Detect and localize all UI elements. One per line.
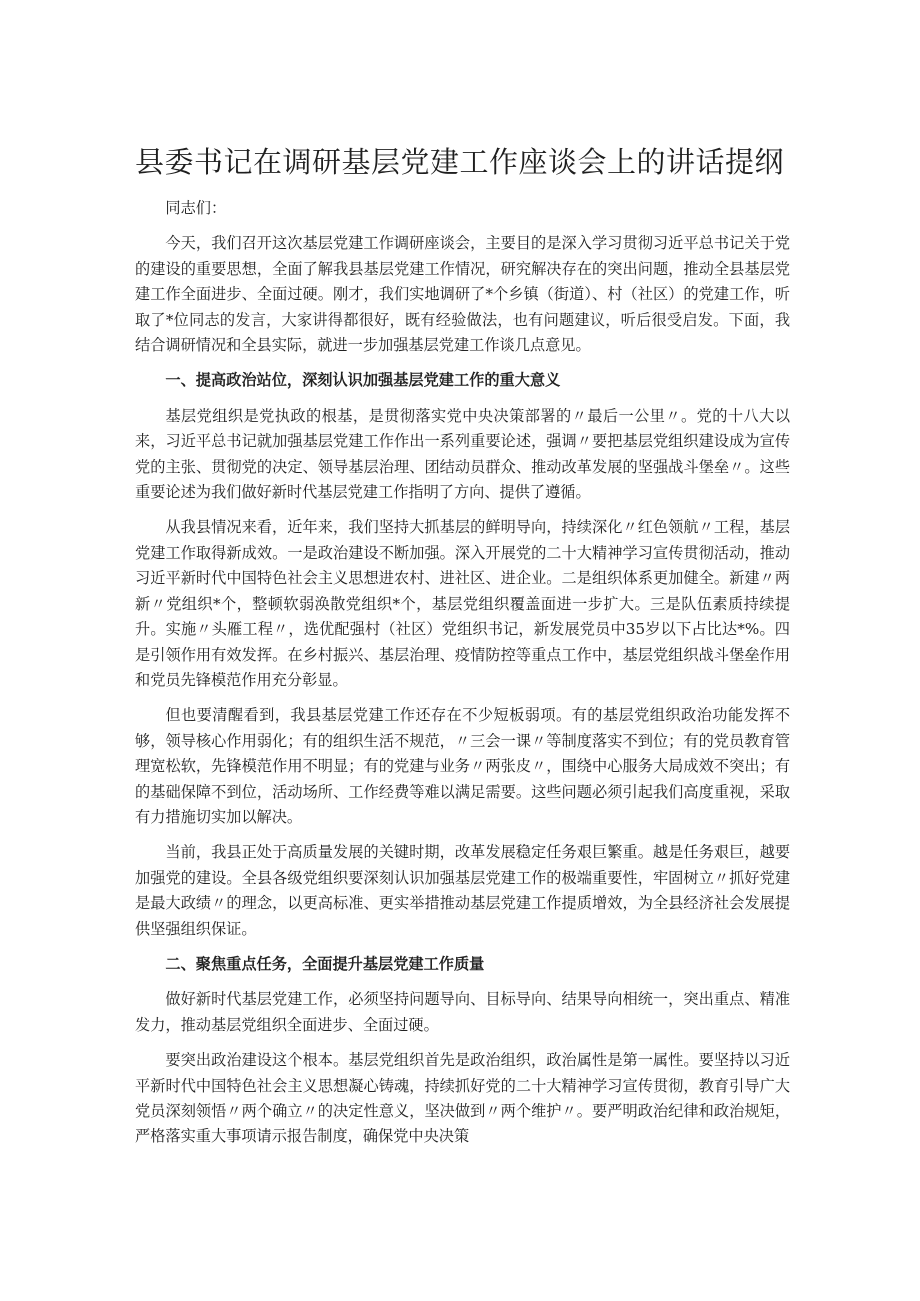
- salutation: 同志们：: [165, 199, 227, 217]
- section-2-heading: 二、聚焦重点任务，全面提升基层党建工作质量: [165, 954, 485, 973]
- section-2-paragraph: 要突出政治建设这个根本。基层党组织首先是政治组织，政治属性是第一属性。要坚持以习近平新时代中国特色社会主义思想凝心铸魂，持续抓好党的二十大精神学习宣传贯彻，教育引导广大党员深刻领悟〃两个确立〃的决定性意义，坚决做到〃两个维护〃。要严明政治纪律和政治规矩，严格落实重大事项请示报告制度，确保党中央决策: [135, 1051, 790, 1146]
- document-page: [135, 140, 790, 1160]
- section-2-paragraph: 做好新时代基层党建工作，必须坚持问题导向、目标导向、结果导向相统一，突出重点、精准发力，推动基层党组织全面进步、全面过硬。: [135, 990, 790, 1034]
- section-1-paragraph: 基层党组织是党执政的根基，是贯彻落实党中央决策部署的〃最后一公里〃。党的十八大以来，习近平总书记就加强基层党建工作作出一系列重要论述，强调〃要把基层党组织建设成为宣传党的主张、贯彻党的决定、领导基层治理、团结动员群众、推动改革发展的坚强战斗堡垒〃。这些重要论述为我们做好新时代基层党建工作指明了方向、提供了遵循。: [135, 406, 790, 502]
- section-1-paragraph: 但也要清醒看到，我县基层党建工作还存在不少短板弱项。有的基层党组织政治功能发挥不够，领导核心作用弱化；有的组织生活不规范，〃三会一课〃等制度落实不到位；有的党员教育管理宽松软，先锋模范作用不明显；有的党建与业务〃两张皮〃，围绕中心服务大局成效不突出；有的基础保障不到位，活动场所、工作经费等难以满足需要。这些问题必须引起我们高度重视，采取有力措施切实加以解决。: [135, 706, 790, 826]
- document-title: 县委书记在调研基层党建工作座谈会上的讲话提纲: [135, 145, 785, 179]
- intro-paragraph: 今天，我们召开这次基层党建工作调研座谈会，主要目的是深入学习贯彻习近平总书记关于党的建设的重要思想，全面了解我县基层党建工作情况，研究解决存在的突出问题，推动全县基层党建工作全面进步、全面过硬。刚才，我们实地调研了*个乡镇（街道）、村（社区）的党建工作，听取了*位同志的发言，大家讲得都很好，既有经验做法，也有问题建议，听后很受启发。下面，我结合调研情况和全县实际，就进一步加强基层党建工作谈几点意见。: [135, 234, 790, 355]
- section-1-paragraph: 从我县情况来看，近年来，我们坚持大抓基层的鲜明导向，持续深化〃红色领航〃工程，基层党建工作取得新成效。一是政治建设不断加强。深入开展党的二十大精神学习宣传贯彻活动，推动习近平新时代中国特色社会主义思想进农村、进社区、进企业。二是组织体系更加健全。新建〃两新〃党组织*个，整顿软弱涣散党组织*个，基层党组织覆盖面进一步扩大。三是队伍素质持续提升。实施〃头雁工程〃，选优配强村（社区）党组织书记，新发展党员中35岁以下占比达*%。四是引领作用有效发挥。在乡村振兴、基层治理、疫情防控等重点工作中，基层党组织战斗堡垒作用和党员先锋模范作用充分彰显。: [135, 518, 790, 689]
- section-1-heading: 一、提高政治站位，深刻认识加强基层党建工作的重大意义: [165, 371, 561, 390]
- section-1-paragraph: 当前，我县正处于高质量发展的关键时期，改革发展稳定任务艰巨繁重。越是任务艰巨，越要加强党的建设。全县各级党组织要深刻认识加强基层党建工作的极端重要性，牢固树立〃抓好党建是最大政绩〃的理念，以更高标准、更实举措推动基层党建工作提质增效，为全县经济社会发展提供坚强组织保证。: [135, 843, 790, 938]
